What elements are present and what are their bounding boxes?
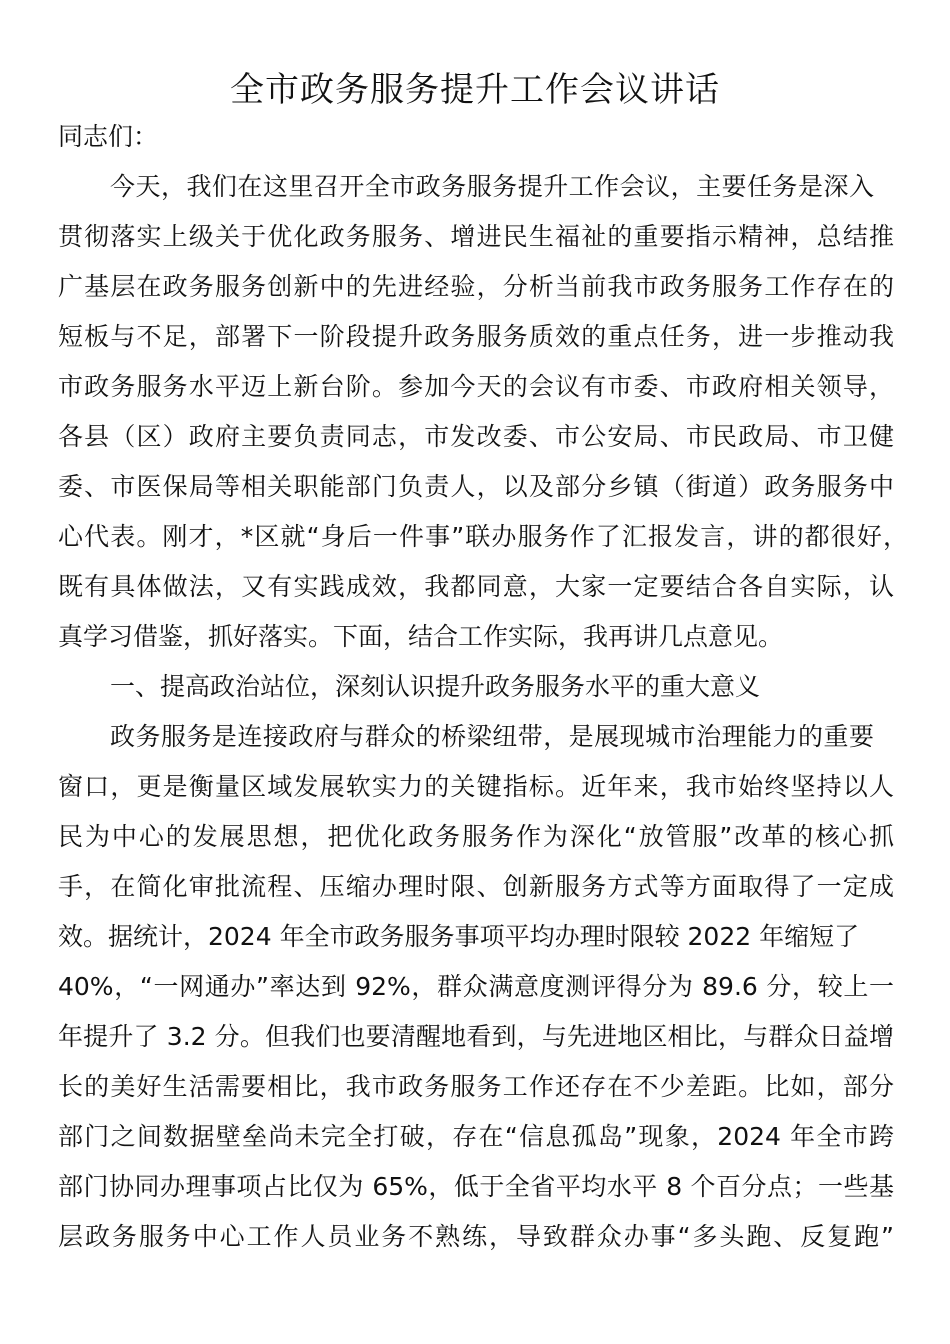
paragraph-line: 既有具体做法，又有实践成效，我都同意，大家一定要结合各自实际，认 xyxy=(58,572,894,601)
paragraph-line: 广基层在政务服务创新中的先进经验，分析当前我市政务服务工作存在的 xyxy=(58,272,894,301)
paragraph-line: 心代表。刚才，*区就“身后一件事”联办服务作了汇报发言，讲的都很好， xyxy=(58,522,908,551)
paragraph-line: 委、市医保局等相关职能部门负责人，以及部分乡镇（街道）政务服务中 xyxy=(58,472,894,501)
paragraph-line: 40%，“一网通办”率达到 92%，群众满意度测评得分为 89.6 分，较上一 xyxy=(58,972,894,1001)
paragraph-line: 贯彻落实上级关于优化政务服务、增进民生福祉的重要指示精神，总结推 xyxy=(58,222,894,251)
paragraph-line: 手，在简化审批流程、压缩办理时限、创新服务方式等方面取得了一定成 xyxy=(58,872,894,901)
paragraph-line: 市政务服务水平迈上新台阶。参加今天的会议有市委、市政府相关领导， xyxy=(58,372,894,401)
paragraph-line: 长的美好生活需要相比，我市政务服务工作还存在不少差距。比如，部分 xyxy=(58,1072,894,1101)
paragraph-line: 真学习借鉴，抓好落实。下面，结合工作实际，我再讲几点意见。 xyxy=(58,622,784,651)
section-heading: 一、提高政治站位，深刻认识提升政务服务水平的重大意义 xyxy=(110,672,761,701)
document-title: 全市政务服务提升工作会议讲话 xyxy=(230,70,720,110)
paragraph-line: 效。据统计，2024 年全市政务服务事项平均办理时限较 2022 年缩短了 xyxy=(58,922,860,951)
paragraph-line: 今天，我们在这里召开全市政务服务提升工作会议，主要任务是深入 xyxy=(110,172,874,201)
paragraph-line: 年提升了 3.2 分。但我们也要清醒地看到，与先进地区相比，与群众日益增 xyxy=(58,1022,894,1051)
paragraph-line: 短板与不足，部署下一阶段提升政务服务质效的重点任务，进一步推动我 xyxy=(58,322,894,351)
paragraph-line: 窗口，更是衡量区域发展软实力的关键指标。近年来，我市始终坚持以人 xyxy=(58,772,894,801)
salutation: 同志们： xyxy=(58,122,159,151)
paragraph-line: 层政务服务中心工作人员业务不熟练，导致群众办事“多头跑、反复跑” xyxy=(58,1222,894,1251)
paragraph-line: 各县（区）政府主要负责同志，市发改委、市公安局、市民政局、市卫健 xyxy=(58,422,894,451)
paragraph-line: 部门之间数据壁垒尚未完全打破，存在“信息孤岛”现象，2024 年全市跨 xyxy=(58,1122,894,1151)
paragraph-line: 民为中心的发展思想，把优化政务服务作为深化“放管服”改革的核心抓 xyxy=(58,822,894,851)
paragraph-line: 政务服务是连接政府与群众的桥梁纽带，是展现城市治理能力的重要 xyxy=(110,722,874,751)
paragraph-line: 部门协同办理事项占比仅为 65%，低于全省平均水平 8 个百分点；一些基 xyxy=(58,1172,894,1201)
